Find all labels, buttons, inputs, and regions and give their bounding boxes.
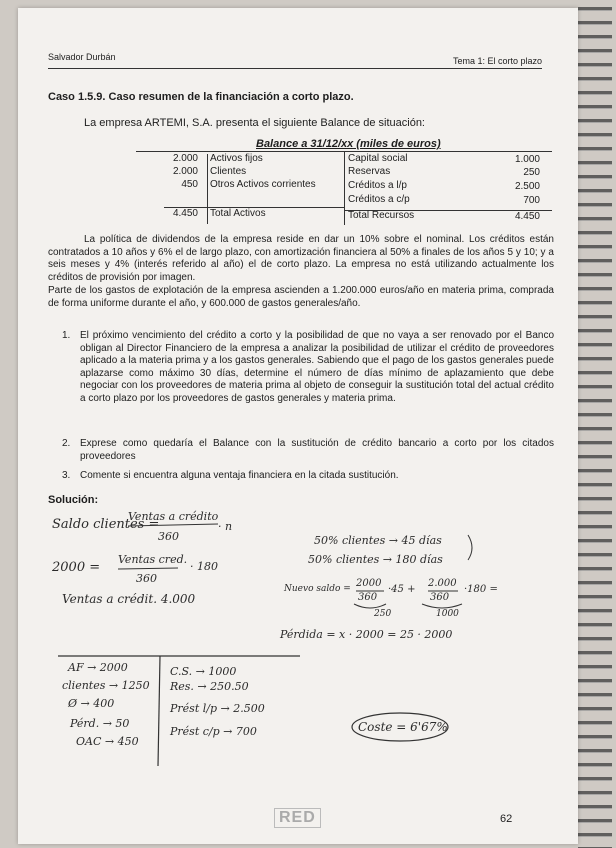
hw-asset-line: Ø → 400 (68, 697, 115, 710)
hw-formula-1-numerator: Ventas a crédito (128, 510, 219, 523)
hw-asset-line: clientes → 1250 (62, 679, 150, 692)
hw-loss: Pérdida = x · 2000 = 25 · 2000 (280, 628, 453, 641)
liability-label: Créditos a c/p (348, 194, 410, 205)
hw-underbrace-2: 1000 (436, 609, 459, 619)
question-text: Comente si encuentra alguna ventaja financiera en la citada sustitución. (80, 470, 399, 481)
hw-frac2-den: 360 (430, 592, 450, 603)
asset-label: Otros Activos corrientes (210, 179, 316, 190)
expenses-paragraph: Parte de los gastos de explotación de la empresa ascienden a 1.200.000 euros/año en materia prima, comprada de forma uniforme durante el año, y 600.000 de gastos generales/año. (48, 285, 554, 309)
hw-cost-result: Coste = 6'67% (358, 720, 448, 734)
question-text: El próximo vencimiento del crédito a corto y la posibilidad de que no vaya a ser renovado por el Banco obligan al Director Financiero de la empresa a analizar la posibilidad de utilizar el crédito de proveedores aplicado a la materia prima y a los gastos generales. Sabiendo que el pago de los gastos generales puede aplazarse como máximo 30 días, determine el número de días mínimo de aplazamiento que debe negociar con los proveedores de materia prima al objeto de conseguir la sustitución total del actual crédito a corto plazo por los proveedores de gastos generales y materia prima. (80, 330, 554, 404)
balance-title: Balance a 31/12/xx (miles de euros) (256, 138, 441, 150)
assets-total-label: Total Activos (210, 208, 266, 219)
policy-paragraph: La política de dividendos de la empresa reside en dar un 10% sobre el nominal. Los créditos están contratados a 10 años y 6% el de largo plazo, con amortización financiera al 50% a finales de los años 5 y 10; y a seis meses y 4% (interés referido al año) el de corto plazo. La empresa no está utilizando actualmente los créditos de provisión por imagen. (48, 234, 554, 283)
hw-tail: ·180 = (464, 584, 498, 595)
liability-label: Créditos a l/p (348, 180, 407, 191)
liabilities-total-label: Total Recursos (348, 210, 415, 221)
hw-frac2-num: 2.000 (428, 578, 457, 589)
publisher-logo: RED (274, 808, 321, 828)
hw-liability-line: Prést l/p → 2.500 (170, 702, 265, 715)
hw-frac1-num: 2000 (356, 578, 382, 589)
hw-formula-1-denominator: 360 (158, 530, 179, 543)
case-title: Caso 1.5.9. Caso resumen de la financiación a corto plazo. (48, 91, 354, 103)
question-number: 1. (62, 330, 71, 341)
hw-frac1-den: 360 (358, 592, 378, 603)
hw-formula-2-denominator: 360 (136, 572, 157, 585)
hw-formula-1-tail: · n (218, 520, 233, 533)
hw-underbrace-1: 250 (374, 609, 392, 619)
hw-formula-2-numerator: Ventas cred. (118, 553, 188, 566)
chapter-header: Tema 1: El corto plazo (452, 56, 542, 66)
author-header: Salvador Durbán (48, 52, 116, 62)
question-number: 2. (62, 438, 71, 449)
hw-formula-1: Saldo clientes = (52, 517, 160, 532)
hw-new-balance: Nuevo saldo = (284, 584, 351, 594)
liability-value: 2.500 (514, 181, 540, 192)
hw-liability-line: C.S. → 1000 (170, 665, 237, 678)
liability-value: 250 (523, 167, 540, 178)
asset-value: 2.000 (172, 153, 198, 164)
hw-formula-2-tail: · 180 (190, 560, 218, 573)
hw-formula-2: 2000 = (52, 560, 101, 575)
liability-label: Reservas (348, 166, 391, 177)
question-number: 3. (62, 470, 71, 481)
hw-asset-line: OAC → 450 (76, 735, 139, 748)
solution-label: Solución: (48, 494, 99, 506)
asset-value: 2.000 (172, 166, 198, 177)
liability-label: Capital social (348, 153, 408, 164)
hw-asset-line: AF → 2000 (68, 661, 128, 674)
page-number: 62 (500, 813, 513, 825)
asset-value: 450 (181, 179, 198, 190)
assets-total-value: 4.450 (172, 208, 198, 219)
hw-clients-180: 50% clientes → 180 días (308, 553, 443, 566)
hw-credit-sales: Ventas a crédit. 4.000 (62, 592, 196, 606)
hw-liability-line: Res. → 250.50 (170, 680, 249, 693)
intro-text: La empresa ARTEMI, S.A. presenta el siguiente Balance de situación: (84, 117, 425, 129)
asset-label: Clientes (210, 166, 247, 177)
liability-value: 1.000 (514, 154, 540, 165)
hw-asset-line: Pérd. → 50 (70, 717, 130, 730)
notebook-spiral (578, 0, 612, 848)
liability-value: 700 (523, 195, 540, 206)
question-text: Exprese como quedaría el Balance con la sustitución de crédito bancario a corto por los citados proveedores (80, 438, 554, 462)
hw-mid: ·45 + (388, 584, 416, 595)
liabilities-total-value: 4.450 (514, 211, 540, 222)
asset-label: Activos fijos (210, 153, 263, 164)
document-page (18, 8, 578, 844)
handwriting-strokes (18, 8, 578, 844)
hw-clients-45: 50% clientes → 45 días (314, 534, 442, 547)
hw-liability-line: Prést c/p → 700 (170, 725, 257, 738)
